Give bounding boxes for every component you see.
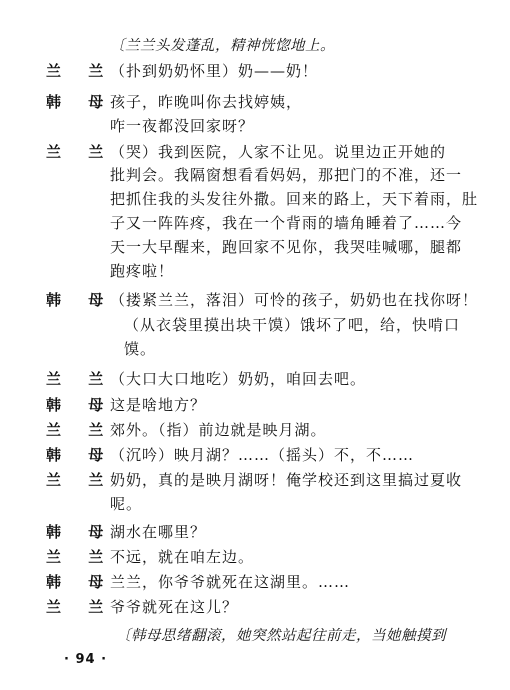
dialogue-text: （搂紧兰兰，落泪）可怜的孩子，奶奶也在找你呀！ [110,291,479,309]
dialogue-text: 奶奶，真的是映月湖呀！俺学校还到这里搞过夏收 [110,471,463,489]
dialogue-text: （哭）我到医院，人家不让见。说里边正开她的 [110,143,447,161]
speaker-name: 韩 母 [46,523,115,541]
dialogue-text: （大口大口地吃）奶奶，咱回去吧。 [110,370,367,388]
dialogue-continuation: 批判会。我隔窗想看看妈妈，那把门的不准，还一 [110,166,463,184]
speaker-name: 兰 兰 [46,62,115,80]
stage-direction-bottom: 〔韩母思绪翻滚，她突然站起往前走，当她触摸到 [116,628,446,644]
dialogue-text: 孩子，昨晚叫你去找婷姨， [110,93,303,111]
dialogue-continuation: 子又一阵阵疼，我在一个背雨的墙角睡着了……今 [110,214,463,232]
dialogue-text: 兰兰，你爷爷就死在这湖里。…… [110,573,351,591]
dialogue-text: 不远，就在咱左边。 [110,548,255,566]
dialogue-continuation: 把抓住我的头发往外撒。回来的路上，天下着雨，肚 [110,190,479,208]
speaker-name: 韩 母 [46,291,115,309]
dialogue-continuation: 咋一夜都没回家呀？ [110,117,255,135]
dialogue-text: 郊外。（指）前边就是映月湖。 [110,421,327,439]
speaker-name: 兰 兰 [46,421,115,439]
dialogue-continuation: （从衣袋里摸出块干馍）饿坏了吧，给，快啃口 [124,316,461,334]
dialogue-text: 爷爷就死在这儿？ [110,598,239,616]
speaker-name: 韩 母 [46,396,115,414]
stage-direction-top: 〔兰兰头发蓬乱，精神恍惚地上。 [110,38,335,54]
dialogue-text: （沉吟）映月湖？……（摇头）不，不…… [110,446,415,464]
dialogue-continuation: 天一大早醒来，跑回家不见你，我哭哇喊哪，腿都 [110,238,463,256]
speaker-name: 兰 兰 [46,598,115,616]
speaker-name: 韩 母 [46,573,115,591]
dialogue-text: （扑到奶奶怀里）奶——奶！ [110,62,319,80]
dialogue-text: 湖水在哪里？ [110,523,207,541]
speaker-name: 兰 兰 [46,471,115,489]
speaker-name: 韩 母 [46,93,115,111]
dialogue-continuation: 跑疼啦！ [110,262,175,280]
dialogue-text: 这是啥地方？ [110,396,207,414]
dialogue-continuation: 呢。 [110,495,143,513]
speaker-name: 韩 母 [46,446,115,464]
page-number: · 94 · [64,652,108,667]
speaker-name: 兰 兰 [46,143,115,161]
dialogue-continuation: 馍。 [124,340,157,358]
speaker-name: 兰 兰 [46,548,115,566]
speaker-name: 兰 兰 [46,370,115,388]
